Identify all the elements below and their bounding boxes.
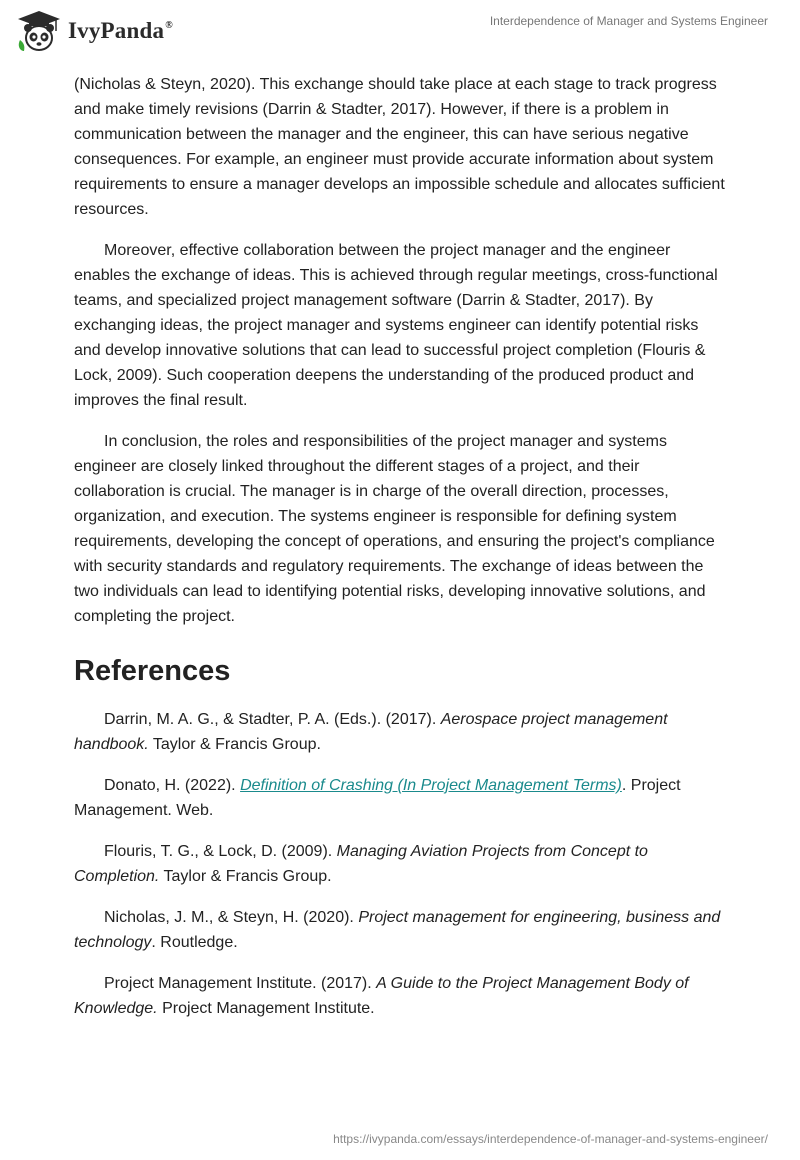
reference-title: Project management for engineering, business and technology: [74, 909, 721, 951]
reference-publisher: Taylor & Francis Group.: [148, 736, 321, 753]
reference-item: [74, 839, 726, 889]
reference-item: [74, 971, 726, 1021]
reference-authors: Nicholas, J. M., & Steyn, H. (2020).: [104, 909, 359, 926]
logo-wordmark: [68, 18, 173, 44]
body-paragraph: (Nicholas & Steyn, 2020). This exchange should take place at each stage to track progress and make timely revisions (Darrin & Stadter, 2017). However, if there is a problem in communication between the manager and the engineer, this can have serious negative consequences. For example, an engineer must provide accurate information about system requirements to ensure a manager develops an impossible schedule and allocates sufficient resources.: [74, 76, 725, 218]
reference-authors: Flouris, T. G., & Lock, D. (2009).: [104, 843, 337, 860]
reference-publisher: Project Management Institute.: [157, 1000, 375, 1017]
registered-mark: ®: [165, 20, 173, 31]
reference-authors: Project Management Institute. (2017).: [104, 975, 377, 992]
reference-title: A Guide to the Project Management Body of Knowledge.: [74, 975, 689, 1017]
document-title: Interdependence of Manager and Systems Engineer: [489, 14, 768, 28]
body-paragraph: Moreover, effective collaboration between the project manager and the engineer enables the exchange of ideas. This is achieved through regular meetings, cross-functional teams, and specialized project management software (Darrin & Stadter, 2017). By exchanging ideas, the project manager and systems engineer can identify potential risks and develop innovative solutions that can lead to successful project completion (Flouris & Lock, 2009). Such cooperation deepens the understanding of the produced product and improves the final result.: [74, 242, 718, 409]
logo-text: IvyPanda: [68, 18, 165, 43]
reference-authors: Darrin, M. A. G., & Stadter, P. A. (Eds.). (2017).: [104, 711, 441, 728]
reference-item: [74, 905, 726, 955]
reference-link[interactable]: Definition of Crashing (In Project Management Terms): [240, 777, 622, 794]
reference-authors: Donato, H. (2022).: [104, 777, 241, 794]
reference-publisher: Taylor & Francis Group.: [159, 868, 332, 885]
reference-publisher: . Routledge.: [151, 934, 238, 951]
reference-item: [74, 773, 726, 823]
reference-title: Aerospace project management handbook.: [74, 711, 668, 753]
reference-title: Managing Aviation Projects from Concept to Completion.: [74, 843, 648, 885]
page-header: [0, 0, 800, 60]
references-heading: References: [74, 655, 231, 687]
reference-item: [74, 707, 726, 757]
source-url[interactable]: https://ivypanda.com/essays/interdependence-of-manager-and-systems-engineer/: [333, 1132, 768, 1146]
ivypanda-logo[interactable]: [16, 10, 173, 52]
reference-publisher: . Project Management. Web.: [74, 777, 681, 819]
body-paragraph: In conclusion, the roles and responsibilities of the project manager and systems engineer are closely linked throughout the different stages of a project, and their collaboration is crucial. The manager is in charge of the overall direction, processes, organization, and execution. The systems engineer is responsible for defining system requirements, developing the concept of operations, and ensuring the project's compliance with security standards and regulatory requirements. The exchange of ideas between the two individuals can lead to identifying potential risks, developing innovative solutions, and completing the project.: [74, 433, 715, 625]
panda-graduate-icon: [16, 10, 62, 52]
essay-content: [74, 72, 726, 1037]
